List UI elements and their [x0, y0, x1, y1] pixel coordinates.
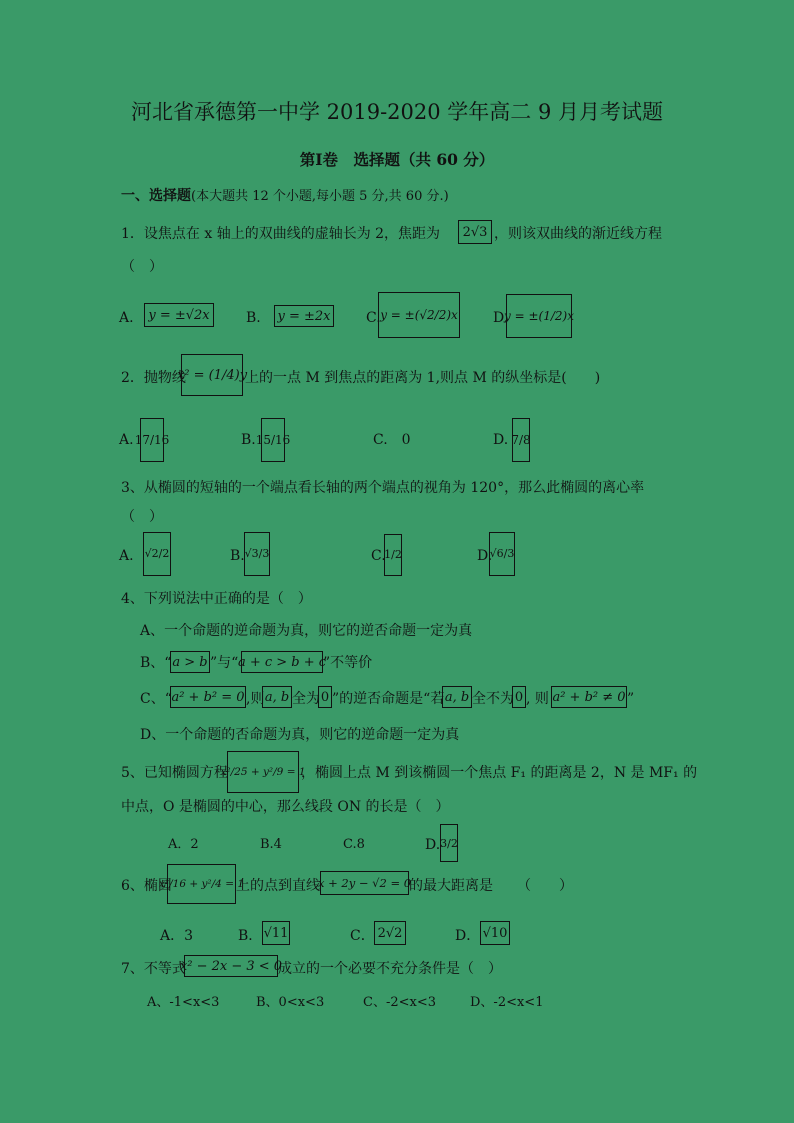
section-note: (本大题共 12 个小题,每小题 5 分,共 60 分.) [191, 189, 449, 204]
q4-option-c-math5: 0 [512, 686, 526, 708]
q4-option-c-part3: 全为 [292, 691, 320, 707]
q5-stem-c: 中点，O 是椭圆的中心，那么线段 ON 的长是（ ） [121, 799, 450, 815]
q1-option-d-text: y = ±(1/2)x [504, 309, 574, 323]
q6-paren: （ ） [517, 878, 573, 894]
q3-option-d-label: D. [477, 548, 493, 564]
q6-stem-a: 6、椭圆 [121, 878, 172, 894]
q1-paren: （ ） [121, 259, 163, 275]
q3-option-c-label: C. [371, 548, 386, 564]
q4-stem: 4、下列说法中正确的是（ ） [121, 591, 312, 607]
q5-stem-b: ，椭圆上点 M 到该椭圆一个焦点 F₁ 的距离是 2，N 是 MF₁ 的 [301, 765, 698, 781]
q2-math-stem: x² = (1/4)y [181, 354, 243, 396]
q6-math-ellipse: x²/16 + y²/4 = 1 [167, 864, 236, 904]
q1-option-a-math: y = ±√2x [144, 303, 214, 327]
q6-option-d-label: D． [455, 928, 481, 944]
q1-option-c-label: C. [366, 310, 381, 326]
q6-option-c-math: 2√2 [374, 921, 406, 945]
q5-math-stem: x²/25 + y²/9 = 1 [227, 751, 299, 793]
q1-option-d-label: D. [493, 310, 509, 326]
q4-option-b-math2: a + c > b + c [241, 651, 323, 673]
q5-option-d-math: 3/2 [440, 824, 458, 862]
q3-option-a-label: A. [119, 548, 134, 564]
q1-option-d-math [506, 294, 572, 338]
q1-option-b-label: B. [246, 310, 261, 326]
q2-option-a-label: A. [119, 432, 134, 448]
q4-option-b-part2: ”与“ [210, 655, 239, 671]
q5-stem-a: 5、已知椭圆方程 [121, 765, 228, 781]
q6-stem-c: 的最大距离是 [409, 878, 493, 894]
q7-option-b: B、0<x<3 [256, 995, 325, 1010]
q6-option-d-math: √10 [480, 921, 510, 945]
q4-option-c-part2: ,则 [246, 691, 265, 707]
q4-option-c-part5: 全不为 [472, 691, 514, 707]
q2-stem-a: 2．抛物线 [121, 370, 186, 386]
q2-option-c: C. 0 [373, 432, 411, 448]
q6-option-a: A．3 [160, 928, 194, 944]
q4-option-b-math1: a > b [170, 651, 210, 673]
q4-option-a: A、一个命题的逆命题为真，则它的逆否命题一定为真 [140, 623, 473, 639]
q4-option-b-part1: B、“ [140, 655, 172, 671]
part-heading: 第Ⅰ卷 选择题（共 60 分） [299, 150, 495, 169]
q2-option-a-math: 17/16 [140, 418, 164, 462]
q7-option-c: C、-2<x<3 [363, 995, 436, 1010]
q4-option-c-math3: 0 [318, 686, 332, 708]
q6-stem-b: 上的点到直线 [236, 878, 320, 894]
q1-option-c-text: y = ±(√2/2)x [380, 308, 458, 322]
q7-option-a: A、-1<x<3 [147, 995, 220, 1010]
q5-option-a: A．2 [168, 837, 199, 852]
q5-option-c: C.8 [343, 837, 365, 852]
q7-stem-b: 成立的一个必要不充分条件是（ ） [278, 961, 502, 977]
q1-math-focal: 2√3 [458, 220, 492, 244]
q4-option-c-math2: a, b [262, 686, 292, 708]
q3-option-b-math: √3/3 [244, 532, 270, 576]
q4-option-d: D、一个命题的否命题为真，则它的逆命题一定为真 [140, 727, 460, 743]
q6-option-b-label: B． [238, 928, 263, 944]
q3-option-c-math: 1/2 [384, 534, 402, 576]
q3-stem: 3、从椭圆的短轴的一个端点看长轴的两个端点的视角为 120°，那么此椭圆的离心率 [121, 480, 645, 496]
q3-option-a-math: √2/2 [143, 532, 171, 576]
q7-option-d: D、-2<x<1 [470, 995, 544, 1010]
q4-option-c-math6: a² + b² ≠ 0 [551, 686, 627, 708]
q5-option-b: B.4 [260, 837, 282, 852]
q6-math-line: x + 2y − √2 = 0 [320, 871, 409, 895]
q3-option-b-label: B. [230, 548, 245, 564]
q2-option-b-label: B. [241, 432, 256, 448]
q6-option-b-math: √11 [262, 921, 290, 945]
section-title: 一、选择题 [121, 188, 191, 204]
q1-option-c-math [378, 292, 460, 338]
q7-stem-a: 7、不等式 [121, 961, 186, 977]
q2-option-d-label: D. [493, 432, 509, 448]
q1-stem-b: ，则该双曲线的渐近线方程 [494, 226, 662, 242]
section-heading [121, 186, 449, 207]
q2-stem-b: 上的一点 M 到焦点的距离为 1,则点 M 的纵坐标是( ) [245, 370, 601, 386]
q1-stem-a: 1．设焦点在 x 轴上的双曲线的虚轴长为 2，焦距为 [121, 226, 441, 242]
q4-option-c-part1: C、“ [140, 691, 172, 707]
q4-option-c-part6: , 则 [526, 691, 549, 707]
q4-option-c-part7: ” [627, 691, 635, 707]
q3-paren: （ ） [121, 509, 163, 525]
q1-option-a-label: A. [119, 310, 134, 326]
q2-option-b-math: 15/16 [261, 418, 285, 462]
q4-option-c-math4: a, b [442, 686, 472, 708]
q5-option-d-label: D. [425, 837, 441, 853]
q1-option-b-math: y = ±2x [274, 305, 334, 327]
q4-option-c-part4: ”的逆否命题是“若 [332, 691, 445, 707]
q2-option-d-math: 7/8 [512, 418, 530, 462]
q6-option-c-label: C． [350, 928, 375, 944]
q4-option-c-math1: a² + b² = 0 [170, 686, 246, 708]
q3-option-d-math: √6/3 [489, 532, 515, 576]
q7-math-stem: x² − 2x − 3 < 0 [184, 955, 278, 977]
exam-title: 河北省承德第一中学 2019-2020 学年高二 9 月月考试题 [130, 100, 664, 124]
q4-option-b-part3: ”不等价 [323, 655, 373, 671]
